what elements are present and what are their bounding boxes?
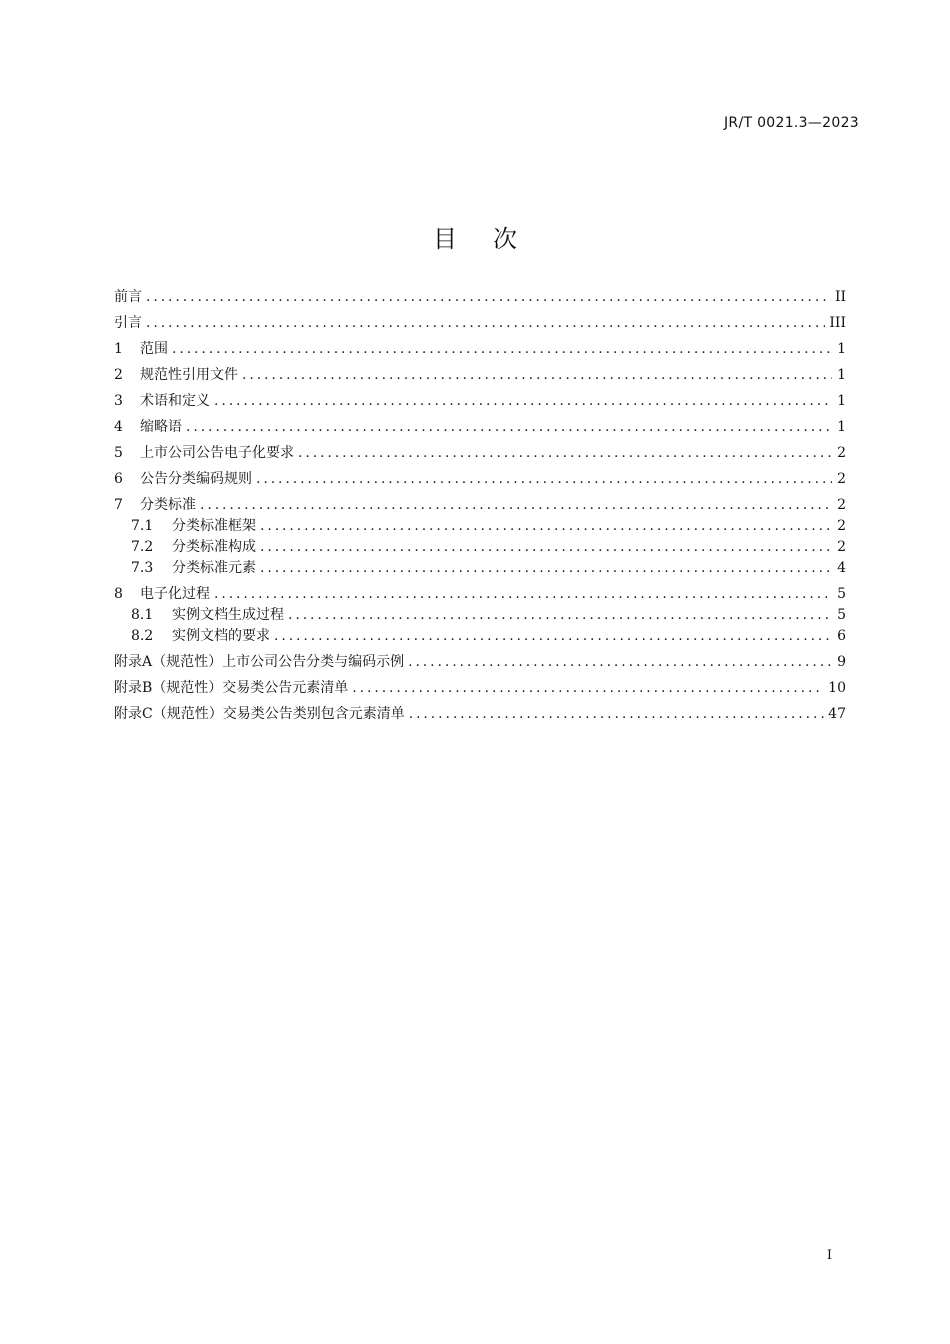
toc-entry-7-1[interactable] bbox=[114, 517, 846, 535]
toc-leader-dots bbox=[274, 627, 832, 645]
toc-entry-page: 1 bbox=[837, 393, 846, 409]
toc-leader-dots bbox=[214, 392, 832, 410]
standard-number: JR/T 0021.3—2023 bbox=[724, 115, 859, 131]
toc-entry-page: 2 bbox=[837, 497, 846, 513]
toc-leader-dots bbox=[200, 496, 832, 514]
toc-entry-label: 引言 bbox=[114, 315, 142, 331]
toc-entry-8[interactable] bbox=[114, 585, 846, 603]
title-char-2: 次 bbox=[493, 225, 517, 254]
toc-leader-dots bbox=[409, 705, 824, 723]
toc-entry-number: 7.3 bbox=[131, 560, 154, 576]
toc-entry-page: III bbox=[829, 315, 846, 331]
toc-entry-number: 2 bbox=[114, 367, 123, 383]
toc-entry-number: 8 bbox=[114, 586, 123, 602]
toc-entry-number: 4 bbox=[114, 419, 123, 435]
toc-leader-dots bbox=[260, 517, 832, 535]
toc-entry-page: 10 bbox=[828, 680, 846, 696]
toc-entry-label: 分类标准元素 bbox=[172, 560, 256, 576]
toc-entry-label: 附录C（规范性）交易类公告类别包含元素清单 bbox=[114, 706, 405, 722]
toc-leader-dots bbox=[288, 606, 832, 624]
toc-leader-dots bbox=[256, 470, 832, 488]
toc-entry-appendix-a[interactable] bbox=[114, 653, 846, 671]
toc-entry-page: II bbox=[834, 289, 846, 305]
toc-entry-label: 上市公司公告电子化要求 bbox=[140, 445, 294, 461]
toc-entry-number: 3 bbox=[114, 393, 123, 409]
toc-entry-5[interactable] bbox=[114, 444, 846, 462]
toc-leader-dots bbox=[260, 538, 832, 556]
toc-entry-page: 1 bbox=[837, 341, 846, 357]
toc-entry-page: 2 bbox=[837, 471, 846, 487]
toc-leader-dots bbox=[408, 653, 832, 671]
toc-entry-7-3[interactable] bbox=[114, 559, 846, 577]
toc-leader-dots bbox=[214, 585, 832, 603]
toc-entry-label: 实例文档生成过程 bbox=[172, 607, 284, 623]
toc-entry-page: 6 bbox=[837, 628, 846, 644]
toc-entry-page: 2 bbox=[837, 518, 846, 534]
toc-entry-page: 1 bbox=[837, 367, 846, 383]
toc-leader-dots bbox=[146, 314, 825, 332]
toc-entry-2[interactable] bbox=[114, 366, 846, 384]
toc-entry-1[interactable] bbox=[114, 340, 846, 358]
toc-entry-page: 4 bbox=[837, 560, 846, 576]
toc-entry-7[interactable] bbox=[114, 496, 846, 514]
toc-entry-appendix-c[interactable] bbox=[114, 705, 846, 723]
toc-entry-page: 2 bbox=[837, 539, 846, 555]
toc-entry-foreword[interactable] bbox=[114, 288, 846, 306]
toc-entry-page: 47 bbox=[828, 706, 846, 722]
toc-entry-label: 分类标准框架 bbox=[172, 518, 256, 534]
toc-entry-introduction[interactable] bbox=[114, 314, 846, 332]
toc-leader-dots bbox=[260, 559, 832, 577]
toc-entry-number: 8.1 bbox=[131, 607, 154, 623]
toc-entry-7-2[interactable] bbox=[114, 538, 846, 556]
page-title bbox=[0, 219, 950, 254]
toc-entry-3[interactable] bbox=[114, 392, 846, 410]
toc-entry-page: 9 bbox=[837, 654, 846, 670]
toc-entry-label: 规范性引用文件 bbox=[140, 367, 238, 383]
toc-entry-label: 术语和定义 bbox=[140, 393, 210, 409]
toc-entry-number: 8.2 bbox=[131, 628, 154, 644]
toc-leader-dots bbox=[146, 288, 831, 306]
toc-entry-label: 附录B（规范性）交易类公告元素清单 bbox=[114, 680, 349, 696]
toc-entry-number: 7.2 bbox=[131, 539, 154, 555]
toc-leader-dots bbox=[186, 418, 832, 436]
toc-entry-label: 附录A（规范性）上市公司公告分类与编码示例 bbox=[114, 654, 405, 670]
toc-entry-4[interactable] bbox=[114, 418, 846, 436]
toc-entry-appendix-b[interactable] bbox=[114, 679, 846, 697]
toc-entry-page: 1 bbox=[837, 419, 846, 435]
toc-entry-page: 5 bbox=[837, 586, 846, 602]
toc-entry-number: 5 bbox=[114, 445, 123, 461]
page-number: I bbox=[826, 1248, 832, 1263]
toc-entry-number: 7.1 bbox=[131, 518, 154, 534]
toc-leader-dots bbox=[298, 444, 832, 462]
toc-entry-page: 2 bbox=[837, 445, 846, 461]
toc-entry-8-2[interactable] bbox=[114, 627, 846, 645]
toc-entry-label: 实例文档的要求 bbox=[172, 628, 270, 644]
toc-entry-number: 6 bbox=[114, 471, 123, 487]
toc-entry-page: 5 bbox=[837, 607, 846, 623]
toc-entry-number: 1 bbox=[114, 341, 123, 357]
toc-entry-number: 7 bbox=[114, 497, 123, 513]
title-char-1: 目 bbox=[433, 225, 457, 254]
toc-leader-dots bbox=[242, 366, 832, 384]
toc-entry-6[interactable] bbox=[114, 470, 846, 488]
toc-entry-label: 范围 bbox=[140, 341, 168, 357]
toc-entry-label: 电子化过程 bbox=[140, 586, 210, 602]
toc-entry-label: 分类标准构成 bbox=[172, 539, 256, 555]
toc-entry-label: 公告分类编码规则 bbox=[140, 471, 252, 487]
toc-entry-label: 分类标准 bbox=[140, 497, 196, 513]
toc-entry-label: 前言 bbox=[114, 289, 142, 305]
toc-entry-8-1[interactable] bbox=[114, 606, 846, 624]
toc-entry-label: 缩略语 bbox=[140, 419, 182, 435]
toc-leader-dots bbox=[172, 340, 832, 358]
toc-leader-dots bbox=[352, 679, 824, 697]
table-of-contents bbox=[114, 280, 846, 723]
